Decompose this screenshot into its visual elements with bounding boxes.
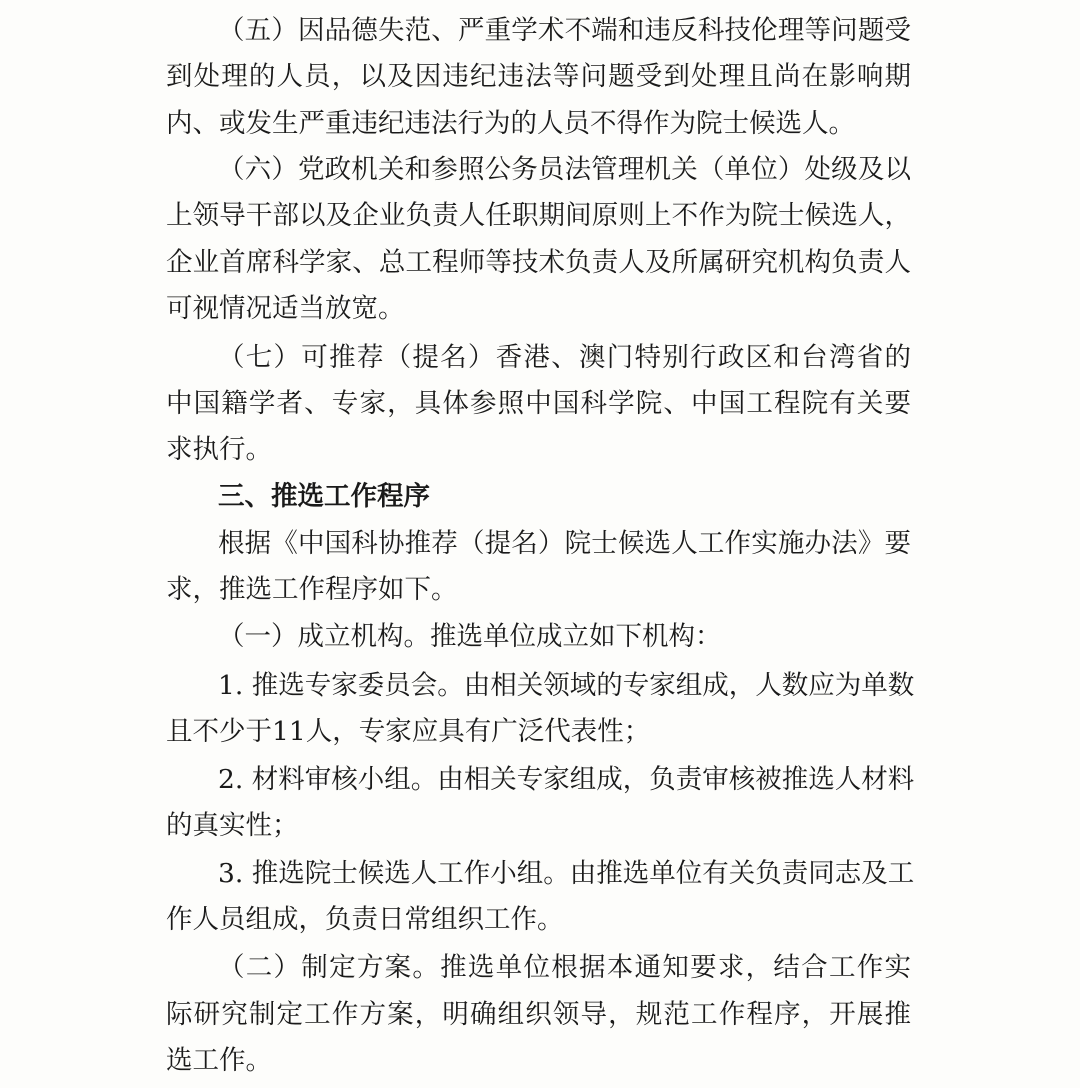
text-line: （七）可推荐（提名）香港、澳门特别行政区和台湾省的 [218,342,911,373]
text-line: 际研究制定工作方案，明确组织领导，规范工作程序，开展推 [166,999,911,1030]
text-line: 求执行。 [166,434,272,465]
text-line: （二）制定方案。推选单位根据本通知要求，结合工作实 [218,952,911,983]
text-line: （六）党政机关和参照公务员法管理机关（单位）处级及以 [218,154,911,185]
text-line: 企业首席科学家、总工程师等技术负责人及所属研究机构负责人 [166,247,911,278]
text-line: 求，推选工作程序如下。 [166,574,458,605]
text-line: 作人员组成，负责日常组织工作。 [166,904,564,935]
text-line: 到处理的人员，以及因违纪违法等问题受到处理且尚在影响期 [166,61,911,92]
text-line: （一）成立机构。推选单位成立如下机构： [218,621,722,652]
text-line: 可视情况适当放宽。 [166,293,405,324]
text-line: 根据《中国科协推荐（提名）院士候选人工作实施办法》要 [218,528,911,559]
text-line: 2. 材料审核小组。由相关专家组成，负责审核被推选人材料 [218,764,915,795]
text-line: 上领导干部以及企业负责人任职期间原则上不作为院士候选人， [166,200,911,231]
text-line: 且不少于11人，专家应具有广泛代表性； [166,716,651,747]
text-line: 3. 推选院士候选人工作小组。由推选单位有关负责同志及工 [218,858,915,889]
text-line: 中国籍学者、专家，具体参照中国科学院、中国工程院有关要 [166,388,911,419]
text-line: 内、或发生严重违纪违法行为的人员不得作为院士候选人。 [166,108,855,139]
text-line: （五）因品德失范、严重学术不端和违反科技伦理等问题受 [218,15,911,46]
section-heading: 三、推选工作程序 [218,481,430,512]
text-line: 选工作。 [166,1045,272,1076]
text-line: 的真实性； [166,810,299,841]
text-line: 1. 推选专家委员会。由相关领域的专家组成，人数应为单数 [218,670,915,701]
